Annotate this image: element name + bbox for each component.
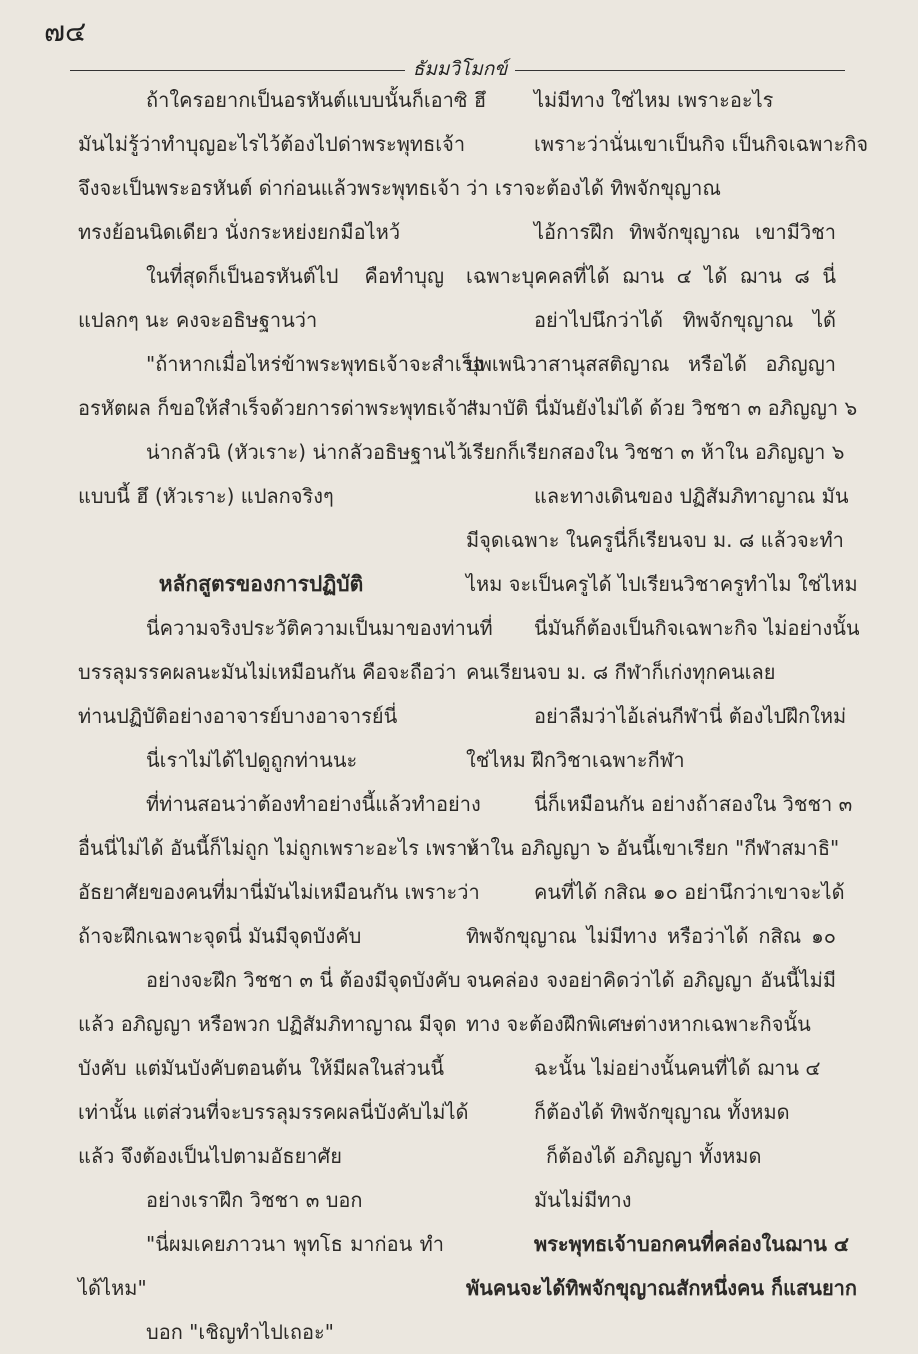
- text-line: พันคนจะได้ทิพจักขุญาณสักหนึ่งคน ก็แสนยาก: [466, 1276, 857, 1300]
- right-column: [466, 78, 869, 1310]
- text-line: น่ากลัวนิ (หัวเราะ) น่ากลัวอธิษฐานไว้: [146, 440, 468, 464]
- text-line: ไอ้การฝึก ทิพจักขุญาณ เขามีวิชา: [534, 220, 836, 244]
- text-line: เรียกก็เรียกสองใน วิชชา ๓ ห้าใน อภิญญา ๖: [466, 440, 845, 464]
- text-line: ในที่สุดก็เป็นอรหันต์ไป คือทำบุญ: [146, 264, 444, 288]
- text-line: อย่างจะฝึก วิชชา ๓ นี่ ต้องมีจุดบังคับ: [146, 968, 461, 992]
- text-line: มันไม่รู้ว่าทำบุญอะไรไว้ต้องไปด่าพระพุทธเจ้า: [78, 132, 466, 156]
- text-line: [78, 518, 444, 562]
- text-line: ทาง จะต้องฝึกพิเศษต่างหากเฉพาะกิจนั้น: [466, 1012, 811, 1036]
- text-line: บรรลุมรรคผลนะมันไม่เหมือนกัน คือจะถือว่า: [78, 660, 457, 684]
- text-line: ใช่ไหม ฝึกวิชาเฉพาะกีฬา: [466, 748, 685, 772]
- text-line: ไหม จะเป็นครูได้ ไปเรียนวิชาครูทำไม ใช่ไหม: [466, 572, 858, 596]
- text-line: บังคับ แต่มันบังคับตอนต้น ให้มีผลในส่วนนี้: [78, 1056, 444, 1080]
- text-line: ไม่มีทาง ใช่ไหม เพราะอะไร: [534, 88, 774, 112]
- text-line: อย่าลืมว่าไอ้เล่นกีฬานี่ ต้องไปฝึกใหม่: [534, 704, 847, 728]
- text-line: "นี่ผมเคยภาวนา พุทโธ มาก่อน ทำ: [146, 1232, 444, 1256]
- text-line: นี่ก็เหมือนกัน อย่างถ้าสองใน วิชชา ๓: [534, 792, 853, 816]
- text-line: แบบนี้ ฮึ (หัวเราะ) แปลกจริงๆ: [78, 484, 334, 508]
- header-rule-right: [515, 70, 845, 71]
- text-line: ปุพเพนิวาสานุสสติญาณ หรือได้ อภิญญา: [466, 352, 836, 376]
- text-line: อื่นนี่ไม่ได้ อันนี้ก็ไม่ถูก ไม่ถูกเพราะอะไร เพราะ: [78, 836, 479, 860]
- text-line: นี่มันก็ต้องเป็นกิจเฉพาะกิจ ไม่อย่างนั้น: [534, 616, 860, 640]
- text-line: ถ้าจะฝึกเฉพาะจุดนี่ มันมีจุดบังคับ: [78, 924, 362, 948]
- text-line: เท่านั้น แต่ส่วนที่จะบรรลุมรรคผลนี่บังคับไม่ได้: [78, 1100, 469, 1124]
- text-line: เฉพาะบุคคลที่ได้ ฌาน ๔ ได้ ฌาน ๘ นี่: [466, 264, 836, 288]
- text-line: ว่า เราจะต้องได้ ทิพจักขุญาณ: [466, 176, 721, 200]
- left-column: [78, 78, 493, 1354]
- text-line: มีจุดเฉพาะ ในครูนี่ก็เรียนจบ ม. ๘ แล้วจะทำ: [466, 528, 844, 552]
- text-line: แล้ว อภิญญา หรือพวก ปฏิสัมภิทาญาณ มีจุด: [78, 1012, 457, 1036]
- text-line: อรหัตผล ก็ขอให้สำเร็จด้วยการด่าพระพุทธเจ้า": [78, 396, 478, 420]
- text-line: อย่างเราฝึก วิชชา ๓ บอก: [146, 1188, 363, 1212]
- page-number: ๗๔: [44, 15, 87, 48]
- text-line: ทรงย้อนนิดเดียว นั่งกระหย่งยกมือไหว้: [78, 220, 401, 244]
- text-line: มันไม่มีทาง: [534, 1188, 632, 1212]
- text-line: อัธยาศัยของคนที่มานี่มันไม่เหมือนกัน เพราะว่า: [78, 880, 480, 904]
- text-line: จนคล่อง จงอย่าคิดว่าได้ อภิญญา อันนี้ไม่มี: [466, 968, 836, 992]
- text-line: สมาบัติ นี่มันยังไม่ได้ ด้วย วิชชา ๓ อภิญญา ๖: [466, 396, 858, 420]
- text-line: จึงจะเป็นพระอรหันต์ ด่าก่อนแล้วพระพุทธเจ้า: [78, 176, 461, 200]
- text-line: "ถ้าหากเมื่อไหร่ข้าพระพุทธเจ้าจะสำเร็จ: [146, 352, 485, 376]
- text-line: ก็ต้องได้ ทิพจักขุญาณ ทั้งหมด: [534, 1100, 790, 1124]
- text-line: ที่ท่านสอนว่าต้องทำอย่างนี้แล้วทำอย่าง: [146, 792, 481, 816]
- text-line: ได้ไหม": [78, 1276, 147, 1300]
- text-line: ฉะนั้น ไม่อย่างนั้นคนที่ได้ ฌาน ๔: [534, 1056, 821, 1080]
- text-line: ท่านปฏิบัติอย่างอาจารย์บางอาจารย์นี่: [78, 704, 398, 728]
- text-line: ก็ต้องได้ อภิญญา ทั้งหมด: [546, 1144, 762, 1168]
- text-line: แปลกๆ นะ คงจะอธิษฐานว่า: [78, 308, 318, 332]
- header-rule-left: [70, 70, 405, 71]
- text-line: และทางเดินของ ปฏิสัมภิทาญาณ มัน: [534, 484, 849, 508]
- text-line: พระพุทธเจ้าบอกคนที่คล่องในฌาน ๔: [534, 1232, 850, 1256]
- text-line: นี่เราไม่ได้ไปดูถูกท่านนะ: [146, 748, 358, 772]
- running-header: ธัมมวิโมกข์: [412, 58, 508, 80]
- text-line: แล้ว จึงต้องเป็นไปตามอัธยาศัย: [78, 1144, 342, 1168]
- text-line: ห้าใน อภิญญา ๖ อันนี้เขาเรียก "กีฬาสมาธิ": [466, 836, 840, 860]
- text-line: อย่าไปนึกว่าได้ ทิพจักขุญาณ ได้: [534, 308, 836, 332]
- section-heading: หลักสูตรของการปฏิบัติ: [158, 572, 364, 596]
- text-line: บอก "เชิญทำไปเถอะ": [146, 1320, 334, 1344]
- text-line: นี่ความจริงประวัติความเป็นมาของท่านที่: [146, 616, 493, 640]
- text-line: เพราะว่านั่นเขาเป็นกิจ เป็นกิจเฉพาะกิจ: [534, 132, 869, 156]
- text-line: คนเรียนจบ ม. ๘ กีฬาก็เก่งทุกคนเลย: [466, 660, 776, 684]
- text-line: ทิพจักขุญาณ ไม่มีทาง หรือว่าได้ กสิณ ๑๐: [466, 924, 836, 948]
- text-line: ถ้าใครอยากเป็นอรหันต์แบบนั้นก็เอาซิ ฮึ: [146, 88, 487, 112]
- text-line: คนที่ได้ กสิณ ๑๐ อย่านึกว่าเขาจะได้: [534, 880, 845, 904]
